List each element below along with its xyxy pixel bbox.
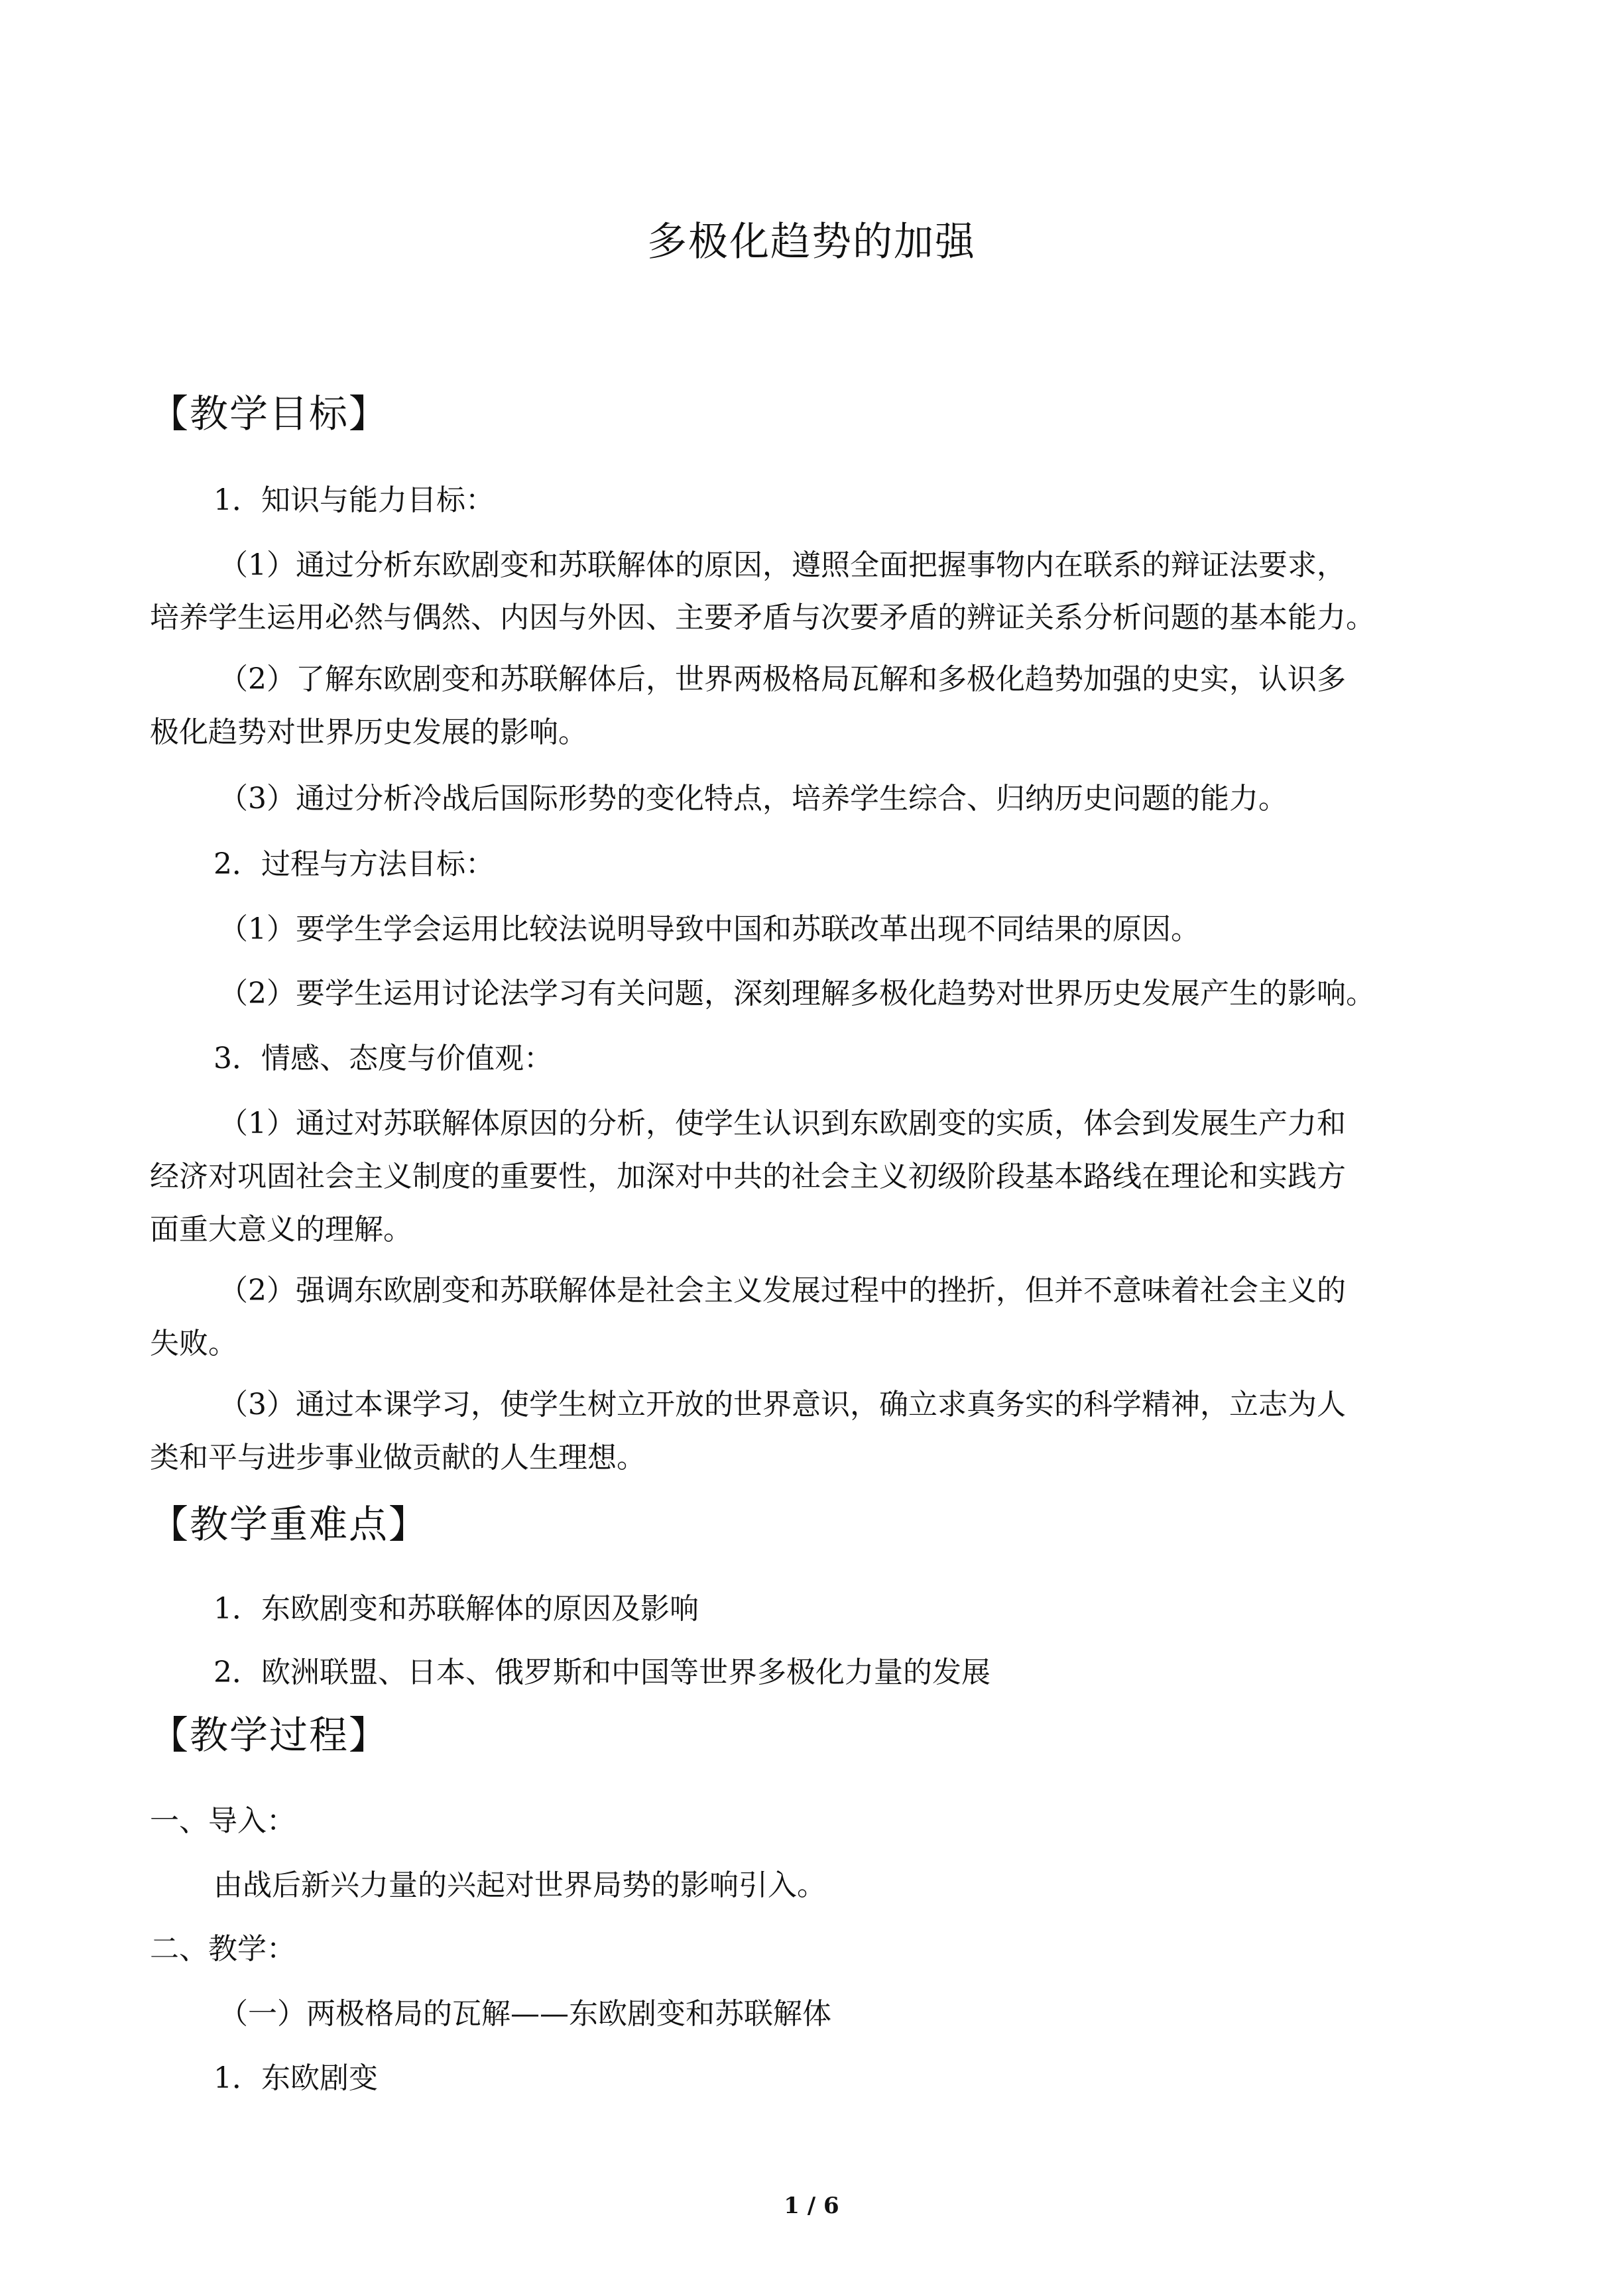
list-item: 2．欧洲联盟、日本、俄罗斯和中国等世界多极化力量的发展 xyxy=(213,1656,991,1689)
section-heading-process: 【教学过程】 xyxy=(150,1713,389,1758)
section-heading-keypoints: 【教学重难点】 xyxy=(150,1502,429,1547)
paragraph-line: （3）通过本课学习，使学生树立开放的世界意识，确立求真务实的科学精神，立志为人 xyxy=(219,1388,1346,1421)
knowledge-heading: 1．知识与能力目标： xyxy=(213,483,495,517)
list-item: 1．东欧剧变和苏联解体的原因及影响 xyxy=(213,1592,699,1626)
paragraph-line: （3）通过分析冷战后国际形势的变化特点，培养学生综合、归纳历史问题的能力。 xyxy=(219,782,1288,816)
process-heading: 2．过程与方法目标： xyxy=(213,847,495,881)
list-item: 1．东欧剧变 xyxy=(213,2061,378,2095)
paragraph-line: （1）通过对苏联解体原因的分析，使学生认识到东欧剧变的实质，体会到发展生产力和 xyxy=(219,1107,1346,1140)
paragraph-line: 由战后新兴力量的兴起对世界局势的影响引入。 xyxy=(213,1868,826,1902)
paragraph-line: 极化趋势对世界历史发展的影响。 xyxy=(150,715,587,749)
paragraph-line: 类和平与进步事业做贡献的人生理想。 xyxy=(150,1441,646,1475)
page-number: 1 / 6 xyxy=(784,2193,839,2219)
paragraph-line: 培养学生运用必然与偶然、内因与外因、主要矛盾与次要矛盾的辨证关系分析问题的基本能力。 xyxy=(150,601,1375,634)
paragraph-line: （1）要学生学会运用比较法说明导致中国和苏联改革出现不同结果的原因。 xyxy=(219,912,1200,946)
paragraph-line: （1）通过分析东欧剧变和苏联解体的原因，遵照全面把握事物内在联系的辩证法要求， xyxy=(219,548,1346,582)
paragraph-line: （2）要学生运用讨论法学习有关问题，深刻理解多极化趋势对世界历史发展产生的影响。 xyxy=(219,977,1375,1010)
intro-heading: 一、导入： xyxy=(150,1804,296,1838)
paragraph-line: （2）强调东欧剧变和苏联解体是社会主义发展过程中的挫折，但并不意味着社会主义的 xyxy=(219,1274,1346,1307)
paragraph-line: （2）了解东欧剧变和苏联解体后，世界两极格局瓦解和多极化趋势加强的史实，认识多 xyxy=(219,662,1346,696)
paragraph-line: 失败。 xyxy=(150,1327,237,1360)
paragraph-line: 面重大意义的理解。 xyxy=(150,1213,412,1246)
paragraph-line: 经济对巩固社会主义制度的重要性，加深对中共的社会主义初级阶段基本路线在理论和实践方 xyxy=(150,1160,1346,1193)
section-heading-goals: 【教学目标】 xyxy=(150,391,389,436)
values-heading: 3．情感、态度与价值观： xyxy=(213,1042,553,1075)
teaching-heading: 二、教学： xyxy=(150,1932,296,1966)
subsection-heading: （一）两极格局的瓦解——东欧剧变和苏联解体 xyxy=(219,1997,831,2031)
page-title: 多极化趋势的加强 xyxy=(647,219,976,265)
